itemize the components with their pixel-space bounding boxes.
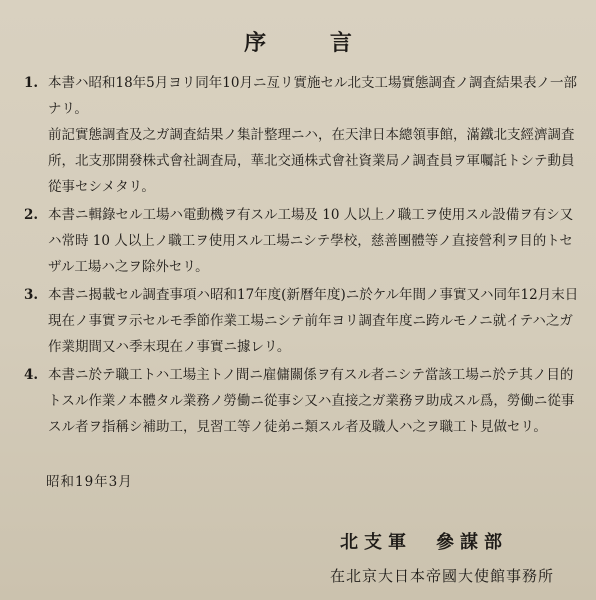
preface-item-3 xyxy=(24,282,580,360)
item-text: 本書ニ輯錄セル工場ハ電動機ヲ有スル工場及 10 人以上ノ職工ヲ使用スル設備ヲ有シ又ハ常時 10 人以上ノ職工ヲ使用スル工場ニシテ學校，慈善團體等ノ直接營利ヲ目的トセザル工場ハ之ヲ除外セリ。 xyxy=(48,207,574,275)
signature-organization: 北支軍 參謀部 xyxy=(340,532,508,553)
item-number: 2. xyxy=(24,207,39,223)
item-text: 本書ハ昭和18年5月ヨリ同年10月ニ亙リ實施セル北支工場實態調査ノ調査結果表ノ一部ナリ。 xyxy=(48,75,577,117)
preface-item-1 xyxy=(24,70,580,200)
preface-items xyxy=(24,70,580,442)
item-text: 本書ニ於テ職工トハ工場主トノ間ニ雇傭關係ヲ有スル者ニシテ當該工場ニ於テ其ノ目的トスル作業ノ本體タル業務ノ勞働ニ從事シ又ハ直接之ガ業務ヲ助成スル爲，勞働ニ從事スル者ヲ指稱シ補助工，見習工等ノ徒弟ニ類スル者及職人ハ之ヲ職工ト見做セリ。 xyxy=(48,367,575,435)
item-number: 3. xyxy=(24,287,39,303)
preface-item-4 xyxy=(24,362,580,440)
item-number: 4. xyxy=(24,367,39,383)
item-text: 本書ニ揭載セル調査事項ハ昭和17年度(新曆年度)ニ於ケル年間ノ事實又ハ同年12月末日現在ノ事實ヲ示セルモ季節作業工場ニシテ前年ヨリ調査年度ニ跨ルモノニ就イテハ之ガ作業期間又ハ季末現在ノ事實ニ據レリ。 xyxy=(48,287,579,355)
page-title: 序 言 xyxy=(244,30,380,56)
preface-item-2 xyxy=(24,202,580,280)
item-text-continued: 前記實態調査及之ガ調査結果ノ集計整理ニハ，在天津日本總領事館，滿鐵北支經濟調査所，北支那開發株式會社調査局，華北交通株式會社資業局ノ調査員ヲ軍囑託トシテ動員從事セシメタリ。 xyxy=(48,127,575,195)
item-number: 1. xyxy=(24,75,39,91)
document-date: 昭和19年3月 xyxy=(46,474,133,490)
signature-office: 在北京大日本帝國大使館事務所 xyxy=(330,567,555,585)
